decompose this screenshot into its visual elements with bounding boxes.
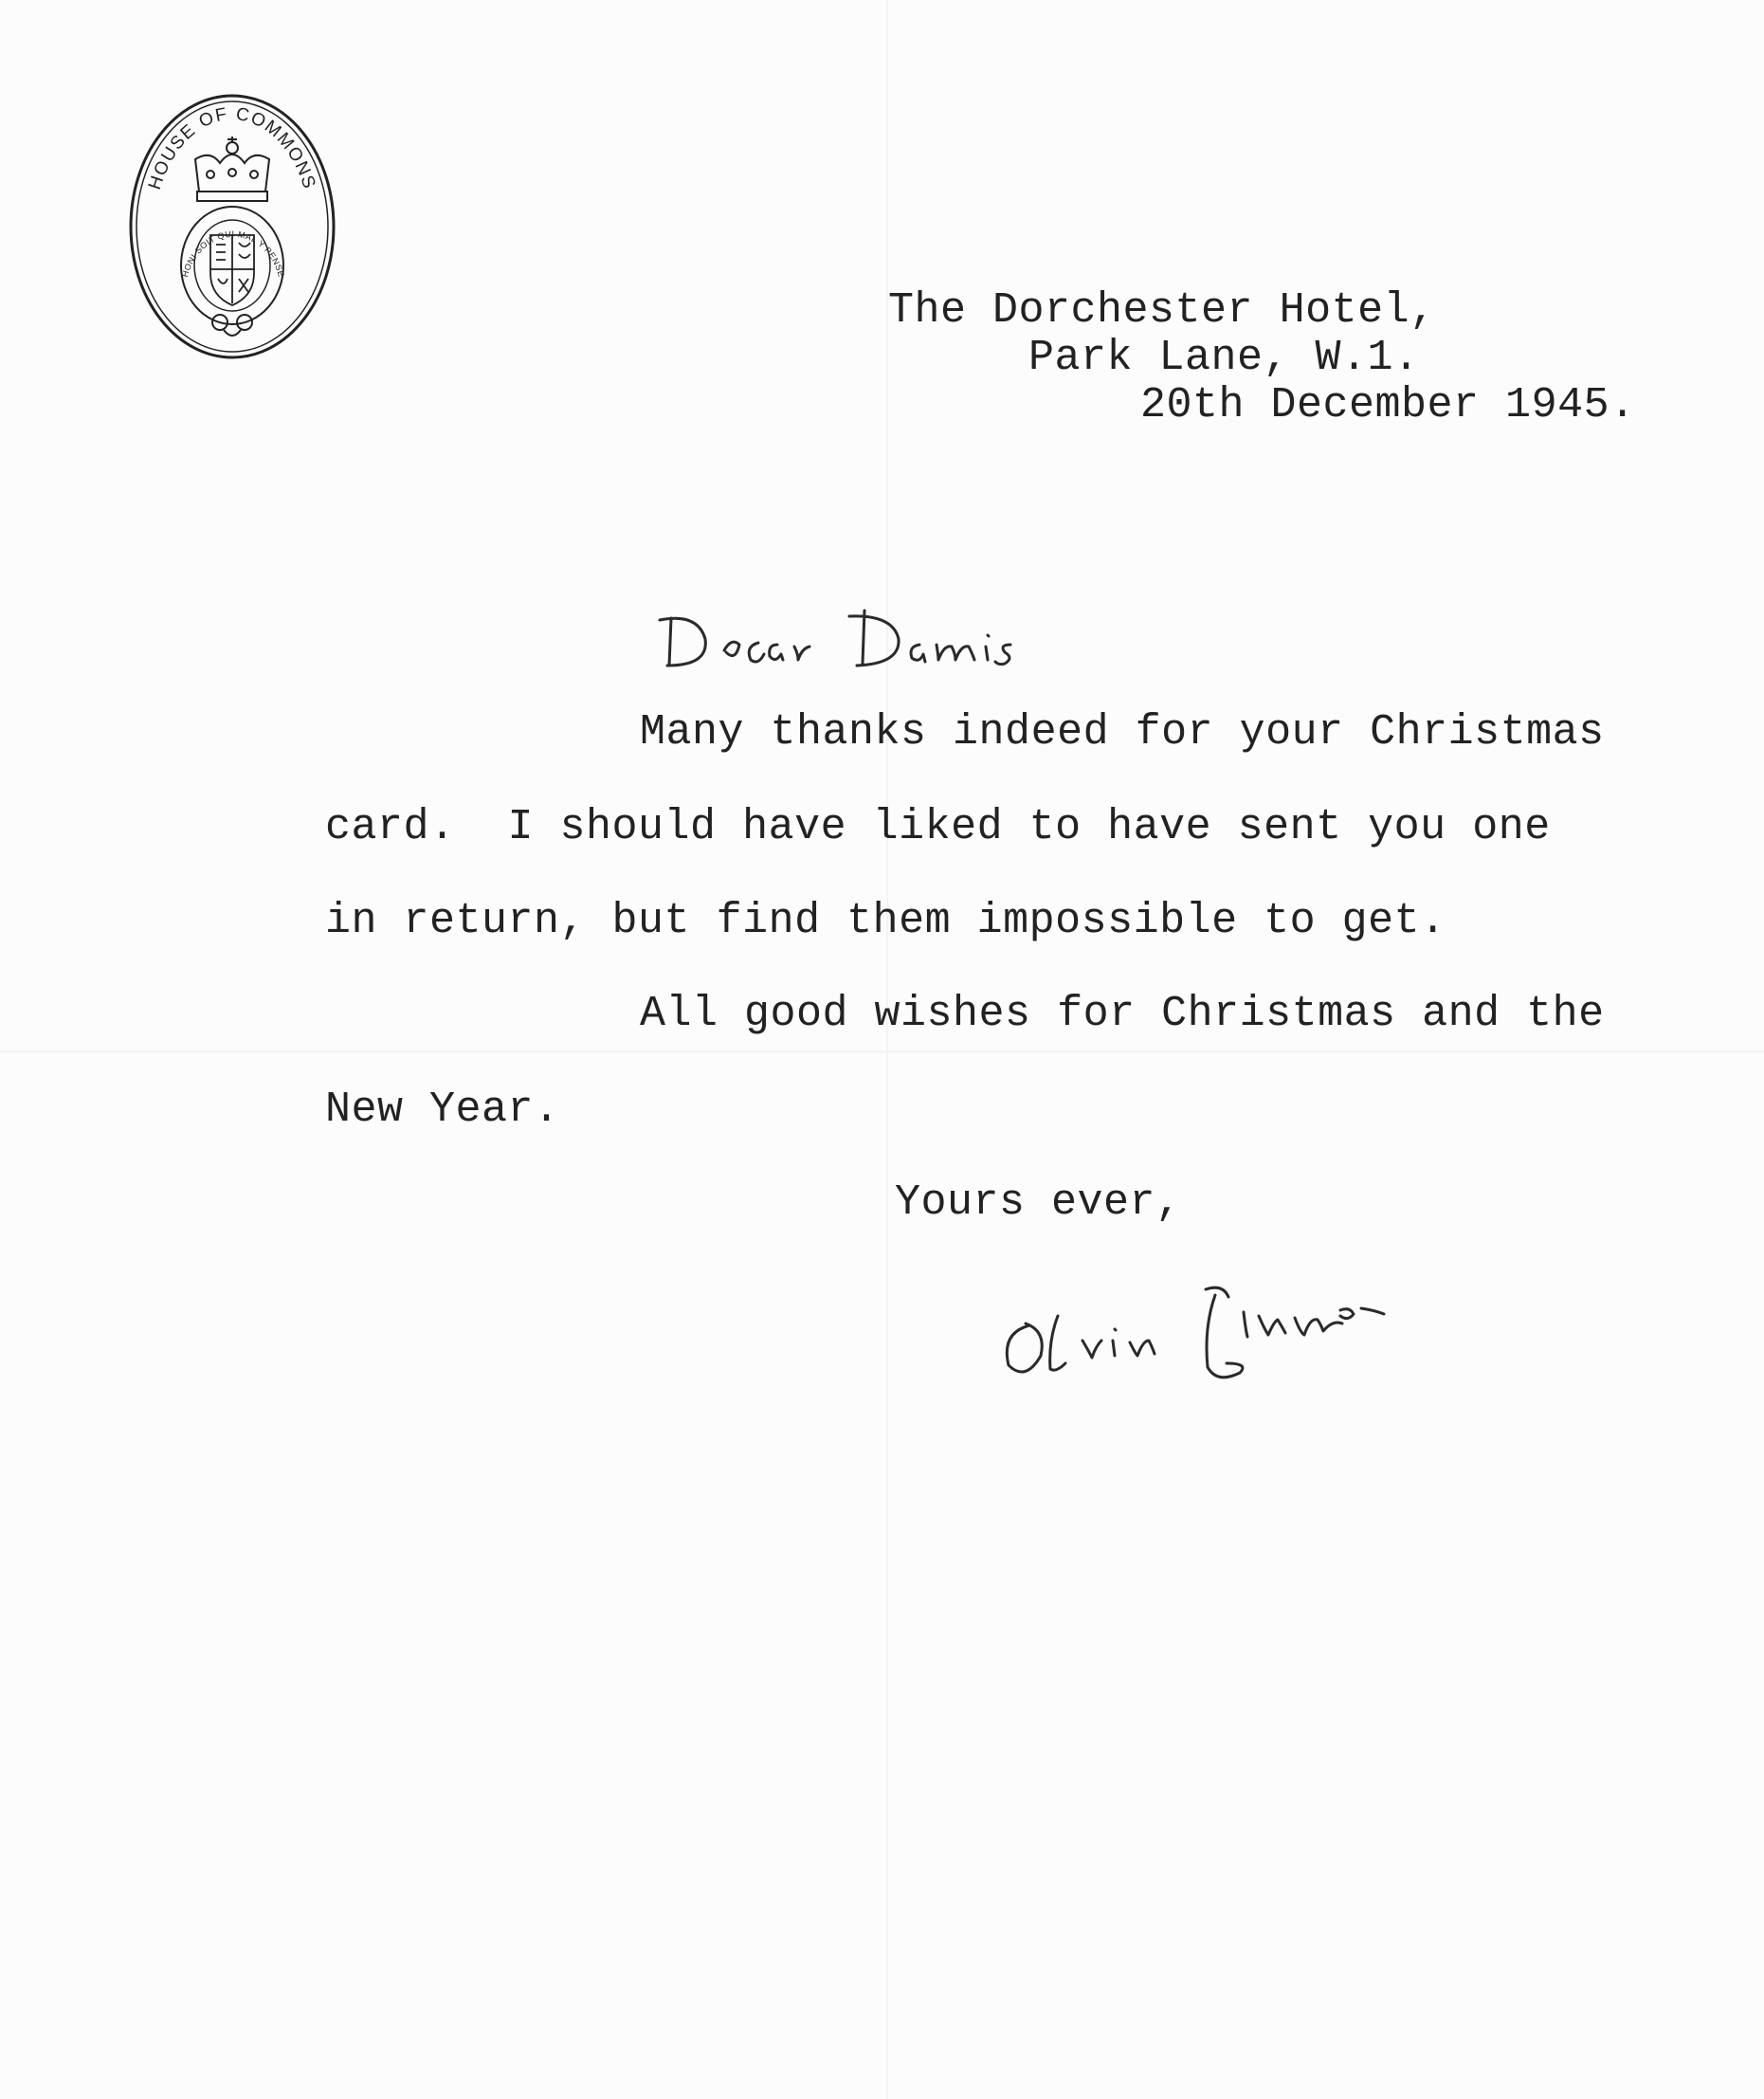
body-paragraph-2-line-2: New Year.: [325, 1086, 560, 1134]
address-line-2: Park Lane, W.1.: [1028, 334, 1420, 382]
salutation-handwritten: [654, 597, 1033, 687]
body-paragraph-1-line-3: in return, but find them impossible to get.: [325, 897, 1446, 945]
address-line-1: The Dorchester Hotel,: [888, 286, 1436, 335]
crown-seal-icon: [125, 93, 339, 360]
body-paragraph-1-line-2: card. I should have liked to have sent you one: [325, 803, 1551, 851]
signature-handwritten: [995, 1270, 1412, 1394]
closing: Yours ever,: [895, 1178, 1182, 1227]
svg-text:HOUSE OF COMMONS: HOUSE OF COMMONS: [145, 103, 319, 192]
body-paragraph-2-line-1: All good wishes for Christmas and the: [640, 990, 1605, 1038]
letter-date: 20th December 1945.: [1140, 381, 1636, 429]
svg-text:HONI SOIT QUI MAL Y PENSE: HONI SOIT QUI MAL Y PENSE: [179, 228, 287, 279]
body-paragraph-1-line-1: Many thanks indeed for your Christmas: [640, 708, 1605, 757]
fold-crease-horizontal: [0, 1050, 1764, 1053]
